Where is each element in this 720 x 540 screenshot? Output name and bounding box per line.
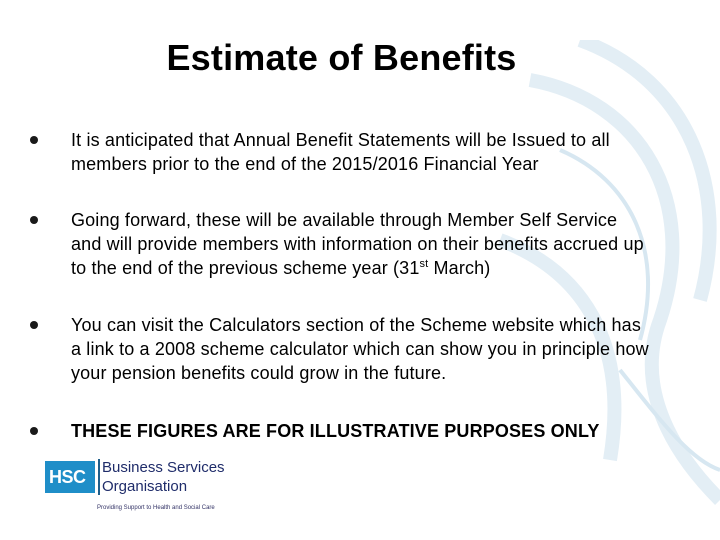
ordinal-suffix: st bbox=[419, 258, 429, 270]
hsc-logo-mark bbox=[45, 461, 95, 493]
bullet-line bbox=[71, 256, 711, 280]
bullet-text-3 bbox=[71, 313, 711, 385]
logo-tagline: Providing Support to Health and Social Care bbox=[97, 505, 215, 511]
bso-logo bbox=[45, 459, 230, 517]
bullet-line: a link to a 2008 scheme calculator which can show you in principle how bbox=[71, 339, 649, 359]
bullet-dot-icon bbox=[30, 216, 38, 224]
background-watermark bbox=[490, 40, 720, 540]
bullet-line: and will provide members with information on their benefits accrued up bbox=[71, 234, 644, 254]
bullet-line-part: March) bbox=[428, 258, 491, 278]
bullet-line: your pension benefits could grow in the future. bbox=[71, 363, 447, 383]
slide-title: Estimate of Benefits bbox=[166, 37, 517, 78]
bullet-text-1 bbox=[71, 128, 711, 176]
bullet-line: THESE FIGURES ARE FOR ILLUSTRATIVE PURPOSES ONLY bbox=[71, 421, 600, 441]
logo-line-2: Organisation bbox=[102, 478, 188, 495]
logo-line-1: Business Services bbox=[102, 459, 225, 476]
bullet-line: Going forward, these will be available through Member Self Service bbox=[71, 210, 618, 230]
hsc-logo-text: HSC bbox=[49, 467, 86, 487]
bullet-line: members prior to the end of the 2015/2016 Financial Year bbox=[71, 154, 539, 174]
bullet-dot-icon bbox=[30, 136, 38, 144]
logo-divider bbox=[98, 459, 100, 495]
bullet-dot-icon bbox=[30, 321, 38, 329]
bullet-line-part: to the end of the previous scheme year (31 bbox=[71, 258, 420, 278]
bullet-text-4 bbox=[71, 419, 711, 443]
bullet-dot-icon bbox=[30, 427, 38, 435]
bullet-line: It is anticipated that Annual Benefit Statements will be Issued to all bbox=[71, 130, 610, 150]
bullet-line: You can visit the Calculators section of the Scheme website which has bbox=[71, 315, 641, 335]
bullet-text-2 bbox=[71, 208, 711, 280]
